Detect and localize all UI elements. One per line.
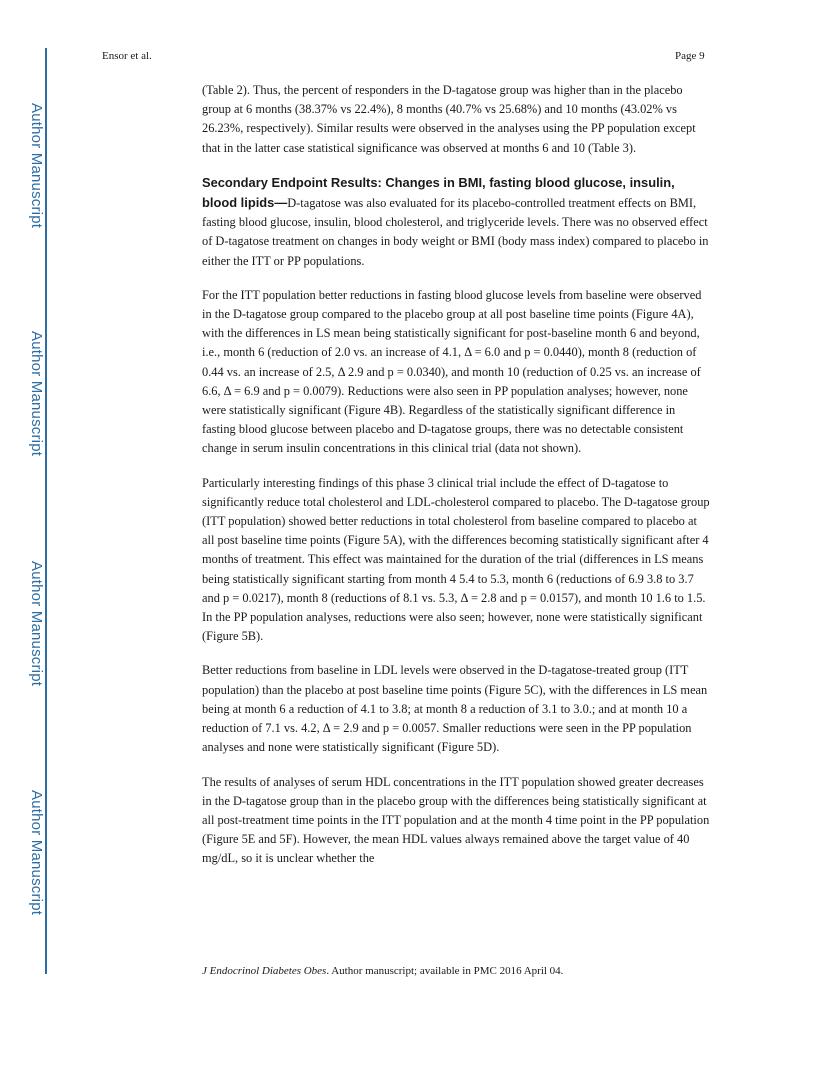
paragraph: The results of analyses of serum HDL concentrations in the ITT population showed greater decreases in the D-tagatose group than in the placebo group with the differences being statistically significant at all post-treatment time points in the ITT population and at the month 4 time point in the PP population (Figure 5E and 5F). However, the mean HDL values always remained above the target value of 40 mg/dL, so it is unclear whether the <box>202 774 710 866</box>
page-number: Page 9 <box>675 50 705 62</box>
journal-name: J Endocrinol Diabetes Obes <box>202 965 327 977</box>
footer-text: . Author manuscript; available in PMC 2016 April 04. <box>326 965 564 977</box>
article-body <box>202 81 710 884</box>
paragraph: Better reductions from baseline in LDL levels were observed in the D-tagatose-treated group (ITT population) than the placebo at post baseline time points (Figure 5C), with the differences in LS mean being at month 6 a reduction of 4.1 to 3.8; at month 8 a reduction of 3.1 to 3.0.; and at month 10 a reduction of 7.1 vs. 4.2, Δ = 2.9 and p = 0.0057. Smaller reductions were seen in the PP population analyses and none were statistically significant (Figure 5D). <box>202 663 708 755</box>
section-heading: Secondary Endpoint Results: Changes in BMI, fasting blood glucose, insulin, blood lipids— <box>202 174 675 211</box>
paragraph: Particularly interesting findings of this phase 3 clinical trial include the effect of D-tagatose to significantly reduce total cholesterol and LDL-cholesterol compared to placebo. The D-tagatose group (ITT population) showed better reductions in total cholesterol from baseline compared to placebo at all post baseline time points (Figure 5A), with the differences becoming statistically significant after 4 months of treatment. This effect was maintained for the duration of the trial (differences in LS means being statistically significant starting from month 4 5.4 to 5.3, month 6 (reductions of 6.9 3.8 to 3.7 and p = 0.0217), month 8 (reductions of 8.1 vs. 5.3, Δ = 2.8 and p = 0.0157), and month 10 1.6 to 1.5. In the PP population analyses, reductions were also seen; however, none were statistically significant (Figure 5B). <box>202 475 710 644</box>
page-footer <box>202 965 563 977</box>
author-manuscript-label: Author Manuscript <box>28 561 45 687</box>
paragraph-with-heading <box>202 173 710 271</box>
author-manuscript-label: Author Manuscript <box>28 790 45 916</box>
paragraph-text: D-tagatose was also evaluated for its placebo-controlled treatment effects on BMI, fasting blood glucose, insulin, blood cholesterol, and triglyceride levels. There was no observed effect of D-tagatose treatment on changes in body weight or BMI (body mass index) compared to placebo in either the ITT or PP populations. <box>202 196 709 268</box>
author-manuscript-label: Author Manuscript <box>28 103 45 229</box>
sidebar-rule <box>45 48 47 974</box>
paragraph: (Table 2). Thus, the percent of responders in the D-tagatose group was higher than in the placebo group at 6 months (38.37% vs 22.4%), 8 months (40.7% vs 25.68%) and 10 months (43.02% vs 26.23%, respectively). Similar results were observed in the analyses using the PP population except that in the latter case statistical significance was observed at months 6 and 10 (Table 3). <box>202 83 696 155</box>
author-manuscript-label: Author Manuscript <box>28 331 45 457</box>
running-header-authors: Ensor et al. <box>102 50 152 62</box>
paragraph: For the ITT population better reductions in fasting blood glucose levels from baseline were observed in the D-tagatose group compared to the placebo group at all post baseline time points (Figure 4A), with the differences in LS mean being statistically significant for post-baseline month 6 and beyond, i.e., month 6 (reduction of 2.0 vs. an increase of 4.1, Δ = 6.0 and p = 0.0440), month 8 (reduction of 0.44 vs. an increase of 2.5, Δ 2.9 and p = 0.0340), and month 10 (reduction of 0.25 vs. an increase of 6.6, Δ = 6.9 and p = 0.0079). Reductions were also seen in PP population analyses; however, none were statistically significant (Figure 4B). Regardless of the statistically significant difference in fasting blood glucose between placebo and D-tagatose groups, there was no detectable consistent change in serum insulin concentrations in this clinical trial (data not shown). <box>202 287 702 456</box>
